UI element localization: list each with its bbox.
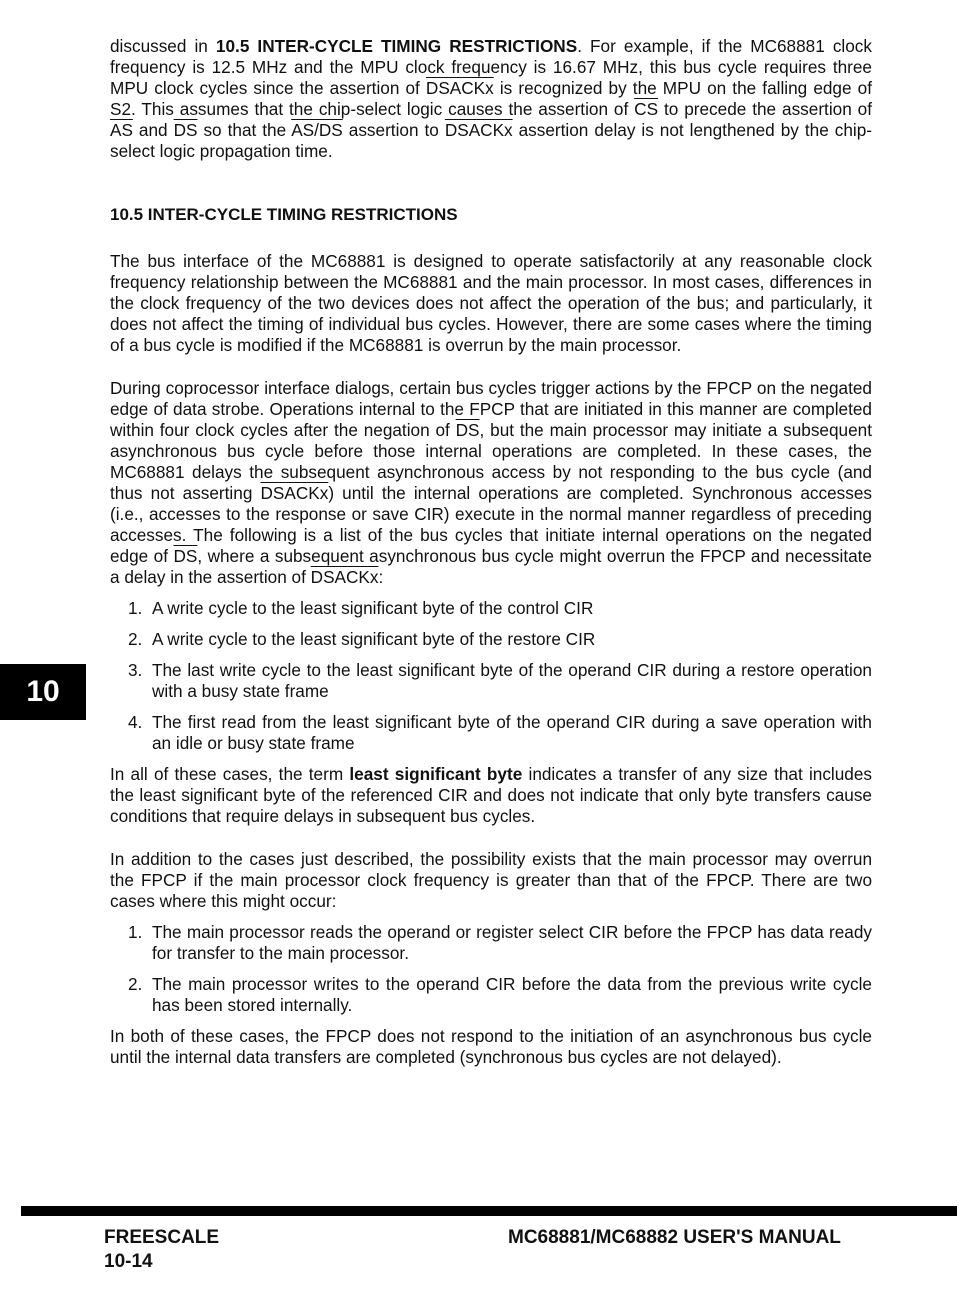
dsackx-signal: DSACKx [260, 483, 329, 503]
overrun-case-list [110, 922, 872, 1016]
footer-left [104, 1226, 219, 1274]
section-heading: 10.5 INTER-CYCLE TIMING RESTRICTIONS [110, 205, 458, 224]
section-reference: 10.5 INTER-CYCLE TIMING RESTRICTIONS [215, 36, 578, 56]
emphasis-term: least significant byte [349, 764, 523, 784]
ds-signal: $\overline{DS}$ [173, 546, 198, 566]
paragraph-conclusion: In both of these cases, the FPCP does not respond to the initiation of an asynchronous bus cycle until the internal data transfers are completed (synchronous bus cycles are not delayed). [110, 1026, 872, 1067]
list-item: 3. The last write cycle to the least significant byte of the operand CIR during a restore operation with a busy state frame [128, 660, 872, 701]
dsackx-signal: DSACKx [425, 78, 494, 98]
as-signal: $\overline{AS}$ [110, 120, 133, 140]
footer-brand: FREESCALE [104, 1227, 220, 1248]
paragraph-coprocessor-dialogs: During coprocessor interface dialogs, certain bus cycles trigger actions by the FPCP on the negated edge of data strobe. Operations internal to the FPCP that are initiated in this manner are completed within four clock cycles after the negation of $\overline{DS}$, but the main processor may initiate a subsequent asynchronous bus cycle before those internal operations are completed. In these cases, the MC68881 delays the subsequent asynchronous access by not responding to the bus cycle (and thus not asserting DSACKx) until the internal operations are completed. Synchronous accesses (i.e., accesses to the response or save CIR) execute in the normal manner regardless of preceding accesses. The following is a list of the bus cycles that initiate internal operations on the negated edge of $\overline{DS}$, where a subsequent asynchronous bus cycle might overrun the FPCP and necessitate a delay in the assertion of DSACKx: [110, 378, 872, 587]
manual-title: MC68881/MC68882 USER'S MANUAL [508, 1227, 841, 1248]
list-item: 4. The first read from the least significant byte of the operand CIR during a save operation with an idle or busy state frame [128, 712, 872, 753]
list-item: 1. A write cycle to the least significant byte of the control CIR [128, 598, 594, 618]
bus-cycle-list [110, 598, 872, 754]
ds-signal: $\overline{DS}$ [173, 120, 198, 140]
list-item: 1. The main processor reads the operand or register select CIR before the FPCP has data ready for transfer to the main processor. [128, 922, 872, 963]
list-item: 2. A write cycle to the least significant byte of the restore CIR [128, 629, 596, 649]
chapter-tab: 10 [0, 664, 86, 720]
intro-paragraph: discussed in 10.5 INTER-CYCLE TIMING RESTRICTIONS. For example, if the MC68881 clock frequency is 12.5 MHz and the MPU clock frequency is 16.67 MHz, this bus cycle requires three MPU clock cycles since the assertion of DSACKx is recognized by the MPU on the falling edge of S2. This assumes that the chip-select logic causes the assertion of $\overline{CS}$ to precede the assertion of $\overline{AS}$ and $\overline{DS}$ so that the AS/DS assertion to DSACKx assertion delay is not lengthened by the chip-select logic propagation time. [110, 36, 872, 161]
footer-rule [21, 1206, 957, 1216]
dsackx-signal: DSACKx [444, 120, 513, 140]
dsackx-signal: DSACKx [310, 567, 379, 587]
ds-signal: $\overline{DS}$ [455, 420, 480, 440]
cs-signal: $\overline{CS}$ [634, 99, 659, 119]
page-number: 10-14 [104, 1251, 153, 1272]
paragraph-bus-interface: The bus interface of the MC68881 is designed to operate satisfactorily at any reasonable clock frequency relationship between the MC68881 and the main processor. In most cases, differences in the clock frequency of the two devices does not affect the operation of the bus; and particularly, it does not affect the timing of individual bus cycles. However, there are some cases where the timing of a bus cycle is modified if the MC68881 is overrun by the main processor. [110, 251, 872, 355]
page-content [110, 36, 872, 1068]
paragraph-overrun: In addition to the cases just described, the possibility exists that the main processor may overrun the FPCP if the main processor clock frequency is greater than that of the FPCP. There are two cases where this might occur: [110, 849, 872, 911]
paragraph-least-significant-byte: In all of these cases, the term least significant byte indicates a transfer of any size that includes the least significant byte of the referenced CIR and does not indicate that only byte transfers cause conditions that require delays in subsequent bus cycles. [110, 764, 873, 826]
asds-signal: AS/DS [291, 120, 343, 140]
list-item: 2. The main processor writes to the operand CIR before the data from the previous write cycle has been stored internally. [128, 974, 872, 1015]
